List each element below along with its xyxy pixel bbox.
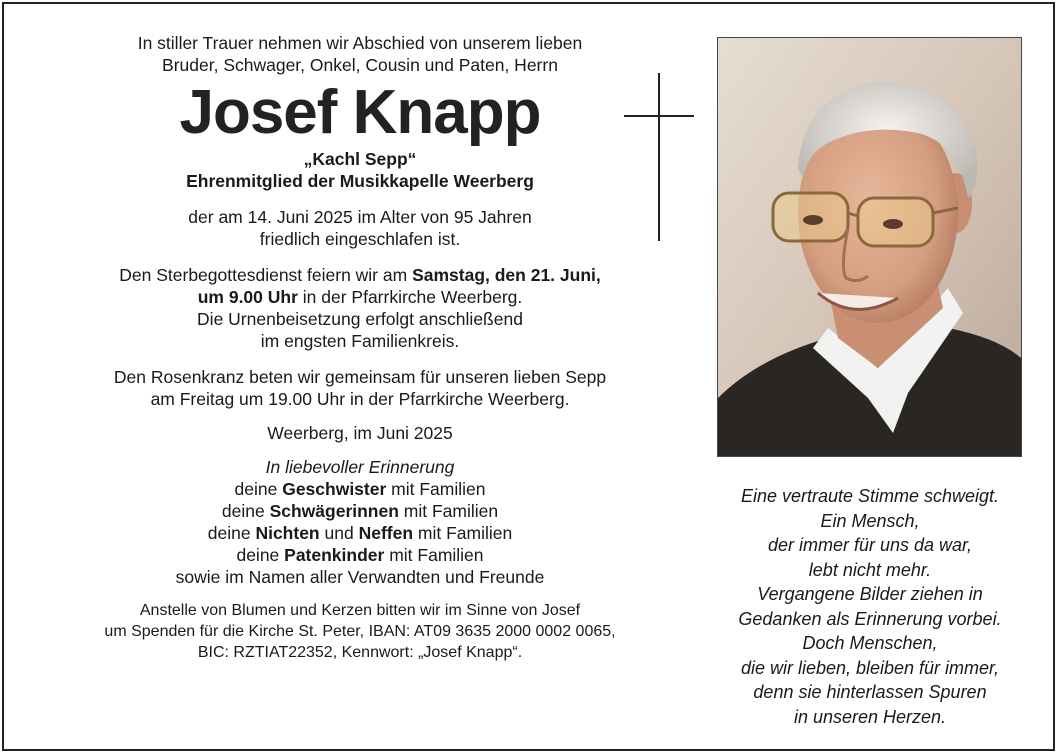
memorial-poem [700,484,1040,729]
death-line-1: der am 14. Juni 2025 im Alter von 95 Jahren [188,207,532,227]
family-prefix: deine [221,501,270,521]
service-line-3: Die Urnenbeisetzung erfolgt anschließend [197,309,523,329]
nickname: „Kachl Sepp“ [303,149,417,169]
family-group-sisters-in-law: Schwägerinnen [269,501,399,521]
death-line-2: friedlich eingeschlafen ist. [259,229,461,249]
family-prefix: deine [234,479,283,499]
service-place: in der Pfarrkirche Weerberg. [297,287,523,307]
service-line-1 [20,264,700,286]
deceased-name: Josef Knapp [179,78,541,147]
family-group-nieces: Nichten [255,523,320,543]
service-date: Samstag, den 21. Juni, [412,265,601,285]
intro-line-2: Bruder, Schwager, Onkel, Cousin und Paten, Herrn [162,55,558,75]
poem-line: Eine vertraute Stimme schweigt. [740,486,1000,506]
family-conjunction: und [319,523,359,543]
family-group-nephews: Neffen [358,523,414,543]
family-suffix: mit Familien [398,501,499,521]
family-prefix: deine [236,545,285,565]
cross-icon [624,73,694,241]
obituary-text [20,32,700,663]
family-line [20,522,700,544]
family-suffix: mit Familien [386,479,486,499]
place-date: Weerberg, im Juni 2025 [267,423,453,443]
family-suffix: mit Familien [413,523,513,543]
family-line [20,544,700,566]
family-group-siblings: Geschwister [282,479,387,499]
poem-line: denn sie hinterlassen Spuren [753,682,987,702]
poem-line: Ein Mensch, [820,510,920,531]
rosary-line-2: am Freitag um 19.00 Uhr in der Pfarrkirche Weerberg. [150,389,570,409]
poem-line: Gedanken als Erinnerung vorbei. [738,608,1002,629]
donation-line-2: um Spenden für die Kirche St. Peter, IBAN: AT09 3635 2000 0002 0065, [104,623,616,640]
poem-line: in unseren Herzen. [793,706,947,727]
family-line-last: sowie im Namen aller Verwandten und Freunde [175,567,545,587]
service-line-2 [20,286,700,308]
poem-line: Vergangene Bilder ziehen in [757,584,983,604]
poem-line: der immer für uns da war, [767,535,973,555]
family-group-godchildren: Patenkinder [284,545,385,565]
service-time: um 9.00 Uhr [197,287,298,307]
honorary-title: Ehrenmitglied der Musikkapelle Weerberg [186,171,534,191]
intro-line-1: In stiller Trauer nehmen wir Abschied von unserem lieben [137,33,583,53]
family-suffix: mit Familien [384,545,484,565]
family-line [20,500,700,522]
poem-line: lebt nicht mehr. [808,559,932,580]
family-prefix: deine [207,523,256,543]
poem-line: Doch Menschen, [802,633,938,653]
donation-line-3: BIC: RZTIAT22352, Kennwort: „Josef Knapp“. [197,644,523,661]
portrait-illustration [718,38,1021,456]
service-text: Den Sterbegottesdienst feiern wir am [119,265,413,285]
remembrance-line: In liebevoller Erinnerung [265,457,455,477]
service-line-4: im engsten Familienkreis. [260,331,460,351]
poem-line: die wir lieben, bleiben für immer, [740,657,1000,678]
rosary-line-1: Den Rosenkranz beten wir gemeinsam für unseren lieben Sepp [113,367,607,387]
portrait-photo [717,37,1022,457]
donation-line-1: Anstelle von Blumen und Kerzen bitten wir im Sinne von Josef [139,602,581,619]
family-line [20,478,700,500]
